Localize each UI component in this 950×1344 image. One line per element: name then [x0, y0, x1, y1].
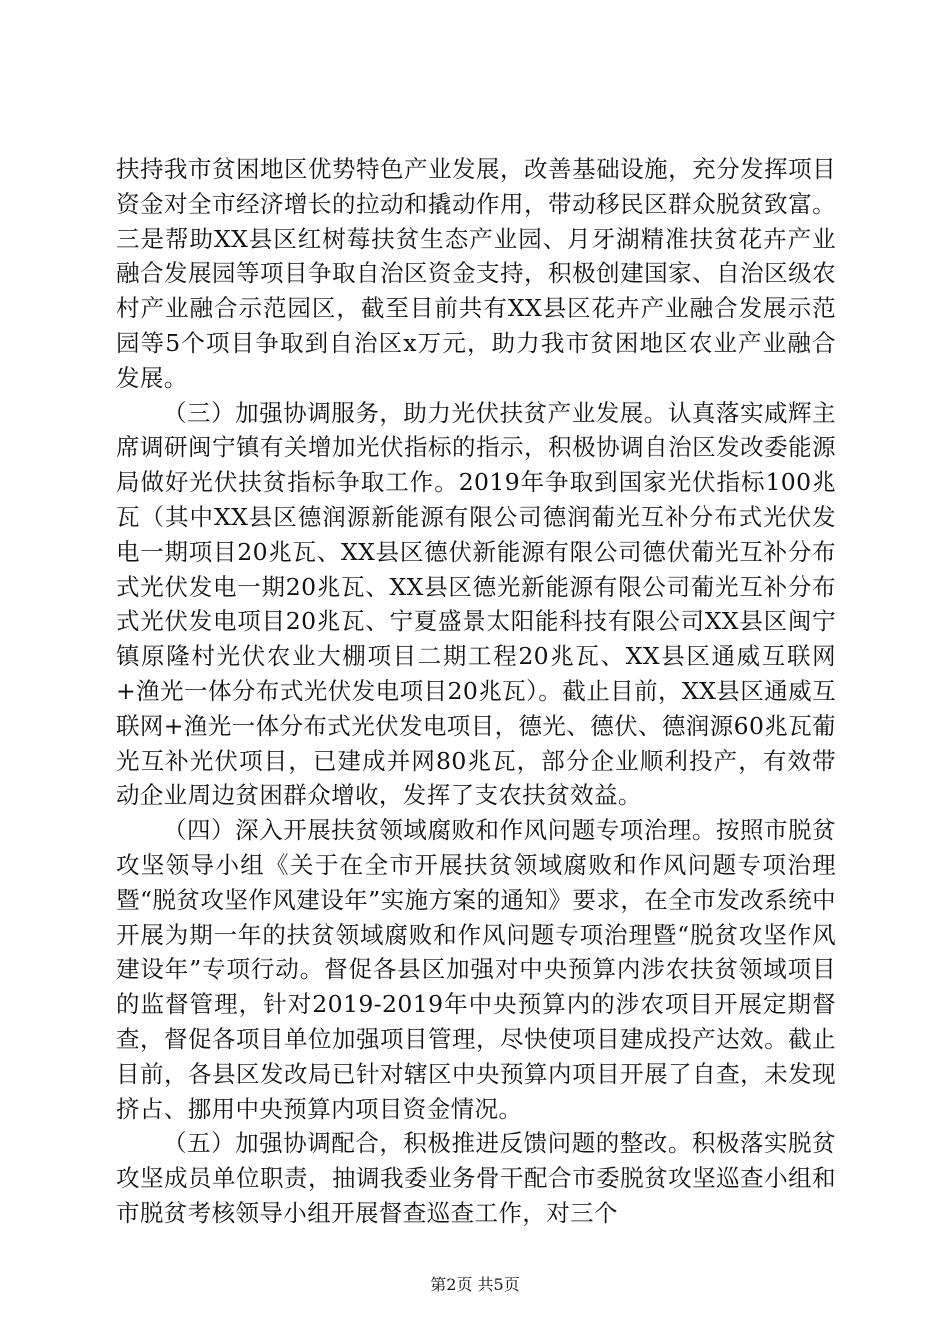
document-body	[116, 152, 836, 1231]
page-number-footer: 第2页 共5页	[430, 1275, 520, 1294]
paragraph-project-funds: 扶持我市贫困地区优势特色产业发展，改善基础设施，充分发挥项目资金对全市经济增长的拉动和撬动作用，带动移民区群众脱贫致富。三是帮助XX县区红树莓扶贫生态产业园、月牙湖精准扶贫花卉产业融合发展园等项目争取自治区资金支持，积极创建国家、自治区级农村产业融合示范园区，截至目前共有XX县区花卉产业融合发展示范园等5个项目争取到自治区x万元，助力我市贫困地区农业产业融合发展。	[116, 155, 836, 392]
paragraph-photovoltaic: （三）加强协调服务，助力光伏扶贫产业发展。认真落实咸辉主席调研闽宁镇有关增加光伏指标的指示，积极协调自治区发改委能源局做好光伏扶贫指标争取工作。2019年争取到国家光伏指标100兆瓦（其中XX县区德润源新能源有限公司德润葡光互补分布式光伏发电一期项目20兆瓦、XX县区德伏新能源有限公司德伏葡光互补分布式光伏发电一期20兆瓦、XX县区德光新能源有限公司葡光互补分布式光伏发电项目20兆瓦、宁夏盛景太阳能科技有限公司XX县区闽宁镇原隆村光伏农业大棚项目二期工程20兆瓦、XX县区通威互联网+渔光一体分布式光伏发电项目20兆瓦）。截止目前，XX县区通威互联网+渔光一体分布式光伏发电项目，德光、德伏、德润源60兆瓦葡光互补光伏项目，已建成并网80兆瓦，部分企业顺利投产，有效带动企业周边贫困群众增收，发挥了支农扶贫效益。	[116, 398, 836, 810]
paragraph-corruption-governance: （四）深入开展扶贫领域腐败和作风问题专项治理。按照市脱贫攻坚领导小组《关于在全市开展扶贫领域腐败和作风问题专项治理暨“脱贫攻坚作风建设年”实施方案的通知》要求，在全市发改系统中开展为期一年的扶贫领域腐败和作风问题专项治理暨“脱贫攻坚作风建设年”专项行动。督促各县区加强对中央预算内涉农扶贫领域项目的监督管理，针对2019-2019年中央预算内的涉农项目开展定期督查，督促各项目单位加强项目管理，尽快使项目建成投产达效。截止目前，各县区发改局已针对辖区中央预算内项目开展了自查，未发现挤占、挪用中央预算内项目资金情况。	[116, 816, 836, 1123]
paragraph-feedback-rectification: （五）加强协调配合，积极推进反馈问题的整改。积极落实脱贫攻坚成员单位职责，抽调我委业务骨干配合市委脱贫攻坚巡查小组和市脱贫考核领导小组开展督查巡查工作，对三个	[116, 1129, 836, 1227]
